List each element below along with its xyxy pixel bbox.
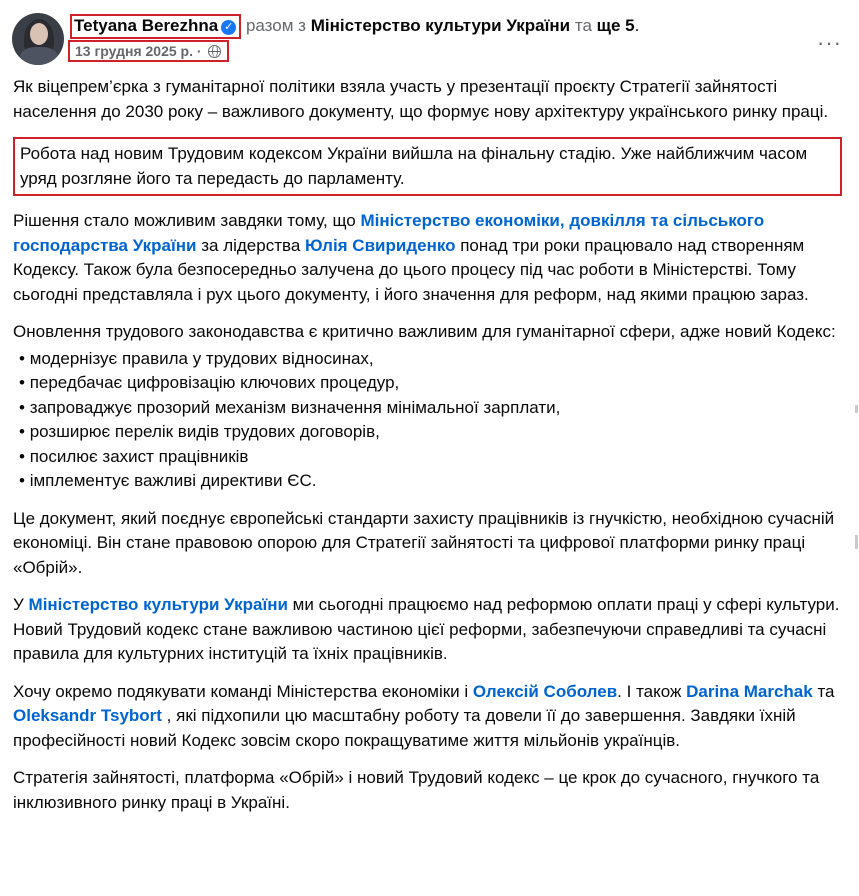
verified-badge-icon: ✓ <box>221 20 236 35</box>
post-body <box>13 75 849 828</box>
paragraph-3 <box>13 209 849 307</box>
globe-icon[interactable] <box>208 45 221 58</box>
list-item: • імплементує важливі директиви ЄС. <box>13 469 849 494</box>
p7-text-b: . І також <box>617 681 687 701</box>
highlighted-paragraph: Робота над новим Трудовим кодексом України вийшла на фінальну стадію. Уже найближчим часом уряд розгляне його та передасть до парламенту. <box>13 137 842 196</box>
list-item: • посилює захист працівників <box>13 445 849 470</box>
author-highlight-box <box>70 14 241 39</box>
meta-dot: · <box>196 43 202 59</box>
and-word: та <box>574 16 592 35</box>
with-prefix: разом з <box>245 16 306 35</box>
scroll-indicator <box>855 535 858 549</box>
p6-text-a: У <box>13 595 29 614</box>
author-avatar[interactable] <box>12 13 64 65</box>
post-meta <box>68 40 229 62</box>
date-highlight-box <box>68 40 229 62</box>
marchak-link[interactable]: Darina Marchak <box>686 681 813 701</box>
more-options-icon[interactable]: ··· <box>817 30 842 55</box>
list-item: • модернізує правила у трудових відносинах, <box>13 347 849 372</box>
svyrydenko-link[interactable]: Юлія Свириденко <box>305 235 456 255</box>
p3-text-c: понад три роки працювало над створенням Кодексу. Також була безпосередньо залучена до цього процесу під час роботи в Міністерстві. Тому сьогодні представляла і рух цього документу, і його значення для реформ, над якими працюю зараз. <box>13 235 809 304</box>
list-item: • розширює перелік видів трудових договорів, <box>13 420 849 445</box>
scroll-indicator <box>855 405 858 413</box>
paragraph-4: Оновлення трудового законодавства є критично важливим для гуманітарної сфери, адже новий Кодекс: <box>13 322 836 341</box>
ministry-economy-link[interactable]: Міністерство економіки, довкілля та сільського господарства України <box>13 211 765 255</box>
author-name[interactable]: Tetyana Berezhna <box>74 16 219 35</box>
p3-text-a: Рішення стало можливим завдяки тому, що <box>13 211 361 230</box>
p3-text-b: за лідерства <box>196 235 306 255</box>
others-suffix: . <box>634 16 640 35</box>
paragraph-7 <box>13 680 849 754</box>
sobolev-link[interactable]: Олексій Соболев <box>472 681 618 701</box>
p7-text-c: та <box>812 681 835 701</box>
others-link[interactable]: ще 5 <box>596 16 635 35</box>
post-title-line <box>72 14 639 39</box>
tsybort-link[interactable]: Oleksandr Tsybort <box>13 706 162 725</box>
paragraph-5: Це документ, який поєднує європейські стандарти захисту працівників із гнучкістю, необхідною сучасній економіці. Він стане правовою опорою для Стратегії зайнятості та цифрової платформи ринку праці «Обрій». <box>13 508 835 577</box>
list-item: • передбачає цифровізацію ключових процедур, <box>13 371 849 396</box>
paragraph-8: Стратегія зайнятості, платформа «Обрій» і новий Трудовий кодекс – це крок до сучасного, гнучкого та інклюзивного ринку праці в Україні. <box>13 768 820 812</box>
list-item: • запроваджує прозорий механізм визначення мінімальної зарплати, <box>13 396 849 421</box>
with-page-link[interactable]: Міністерство культури України <box>310 16 571 35</box>
p6-text-b: ми сьогодні працюємо над реформою оплати праці у сфері культури. Новий Трудовий кодекс стане важливою частиною цієї реформи, забезпечуючи справедливі та сучасні правила для культурних інституцій та їхніх працівників. <box>13 595 840 663</box>
paragraph-1: Як віцепрем’єрка з гуманітарної політики взяла участь у презентації проєкту Стратегії зайнятості населення до 2030 року – важливого документу, що формує нову архітектуру українського ринку праці. <box>13 77 829 121</box>
post-header <box>12 12 852 68</box>
p7-text-d: , які підхопили цю масштабну роботу та довели її до завершення. Завдяки їхній професійності новий Кодекс зовсім скоро покращуватиме життя мільйонів українців. <box>13 706 796 750</box>
post-date[interactable]: 13 грудня 2025 р. <box>75 43 193 59</box>
ministry-culture-link[interactable]: Міністерство культури України <box>28 595 288 614</box>
p7-text-a: Хочу окремо подякувати команді Міністерства економіки і <box>13 681 473 701</box>
benefits-list <box>13 347 849 494</box>
paragraph-6 <box>13 593 849 667</box>
